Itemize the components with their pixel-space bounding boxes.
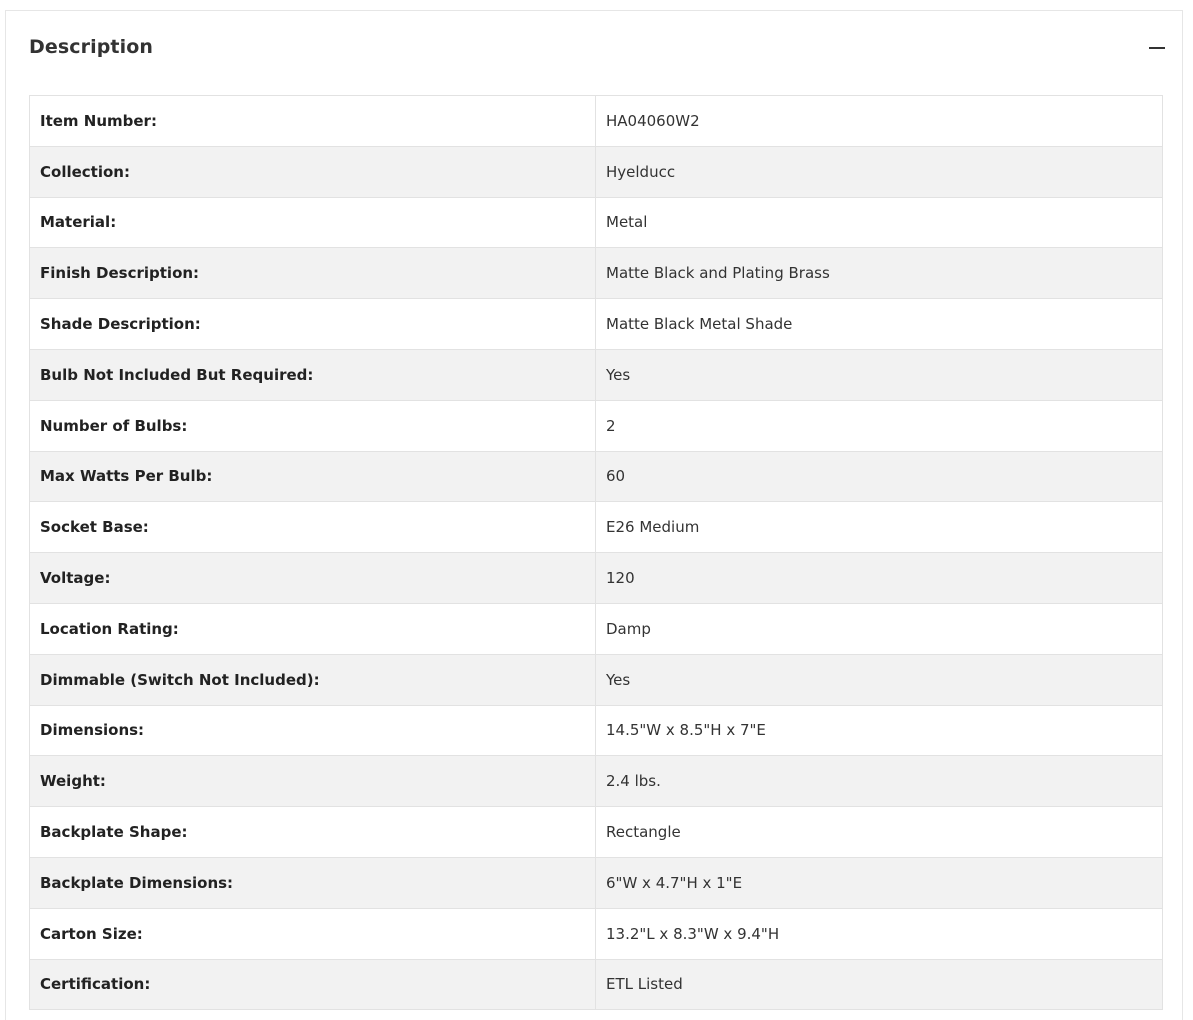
- spec-value: HA04060W2: [596, 96, 1163, 147]
- spec-value: ETL Listed: [596, 959, 1163, 1010]
- spec-label: Collection:: [30, 146, 596, 197]
- table-row: [30, 807, 1163, 858]
- table-row: [30, 502, 1163, 553]
- spec-value: 14.5"W x 8.5"H x 7"E: [596, 705, 1163, 756]
- spec-value: 2.4 lbs.: [596, 756, 1163, 807]
- spec-label: Finish Description:: [30, 248, 596, 299]
- spec-value: Hyelducc: [596, 146, 1163, 197]
- section-title: Description: [29, 36, 153, 58]
- spec-value: Metal: [596, 197, 1163, 248]
- table-row: [30, 857, 1163, 908]
- spec-value: Yes: [596, 349, 1163, 400]
- spec-value: 2: [596, 400, 1163, 451]
- table-row: [30, 756, 1163, 807]
- description-panel: [5, 10, 1183, 1020]
- spec-value: Matte Black and Plating Brass: [596, 248, 1163, 299]
- spec-table: [29, 95, 1163, 1010]
- spec-label: Backplate Shape:: [30, 807, 596, 858]
- spec-label: Item Number:: [30, 96, 596, 147]
- table-row: [30, 146, 1163, 197]
- minus-icon-bar: [1149, 47, 1165, 49]
- spec-label: Bulb Not Included But Required:: [30, 349, 596, 400]
- spec-label: Shade Description:: [30, 299, 596, 350]
- spec-value: 6"W x 4.7"H x 1"E: [596, 857, 1163, 908]
- table-row: [30, 299, 1163, 350]
- spec-value: Yes: [596, 654, 1163, 705]
- spec-label: Max Watts Per Bulb:: [30, 451, 596, 502]
- spec-label: Material:: [30, 197, 596, 248]
- spec-value: Matte Black Metal Shade: [596, 299, 1163, 350]
- table-row: [30, 400, 1163, 451]
- table-row: [30, 959, 1163, 1010]
- table-row: [30, 451, 1163, 502]
- table-row: [30, 654, 1163, 705]
- spec-label: Certification:: [30, 959, 596, 1010]
- spec-label: Dimensions:: [30, 705, 596, 756]
- table-row: [30, 553, 1163, 604]
- table-row: [30, 96, 1163, 147]
- spec-label: Location Rating:: [30, 603, 596, 654]
- spec-label: Socket Base:: [30, 502, 596, 553]
- table-row: [30, 908, 1163, 959]
- spec-label: Backplate Dimensions:: [30, 857, 596, 908]
- table-row: [30, 349, 1163, 400]
- spec-value: Rectangle: [596, 807, 1163, 858]
- minus-icon[interactable]: [1146, 37, 1168, 59]
- table-row: [30, 248, 1163, 299]
- spec-label: Carton Size:: [30, 908, 596, 959]
- spec-label: Weight:: [30, 756, 596, 807]
- table-row: [30, 705, 1163, 756]
- description-header[interactable]: [6, 11, 1182, 83]
- spec-value: 120: [596, 553, 1163, 604]
- table-row: [30, 197, 1163, 248]
- spec-value: 60: [596, 451, 1163, 502]
- spec-value: E26 Medium: [596, 502, 1163, 553]
- spec-label: Voltage:: [30, 553, 596, 604]
- table-row: [30, 603, 1163, 654]
- spec-value: Damp: [596, 603, 1163, 654]
- spec-value: 13.2"L x 8.3"W x 9.4"H: [596, 908, 1163, 959]
- spec-label: Dimmable (Switch Not Included):: [30, 654, 596, 705]
- spec-label: Number of Bulbs:: [30, 400, 596, 451]
